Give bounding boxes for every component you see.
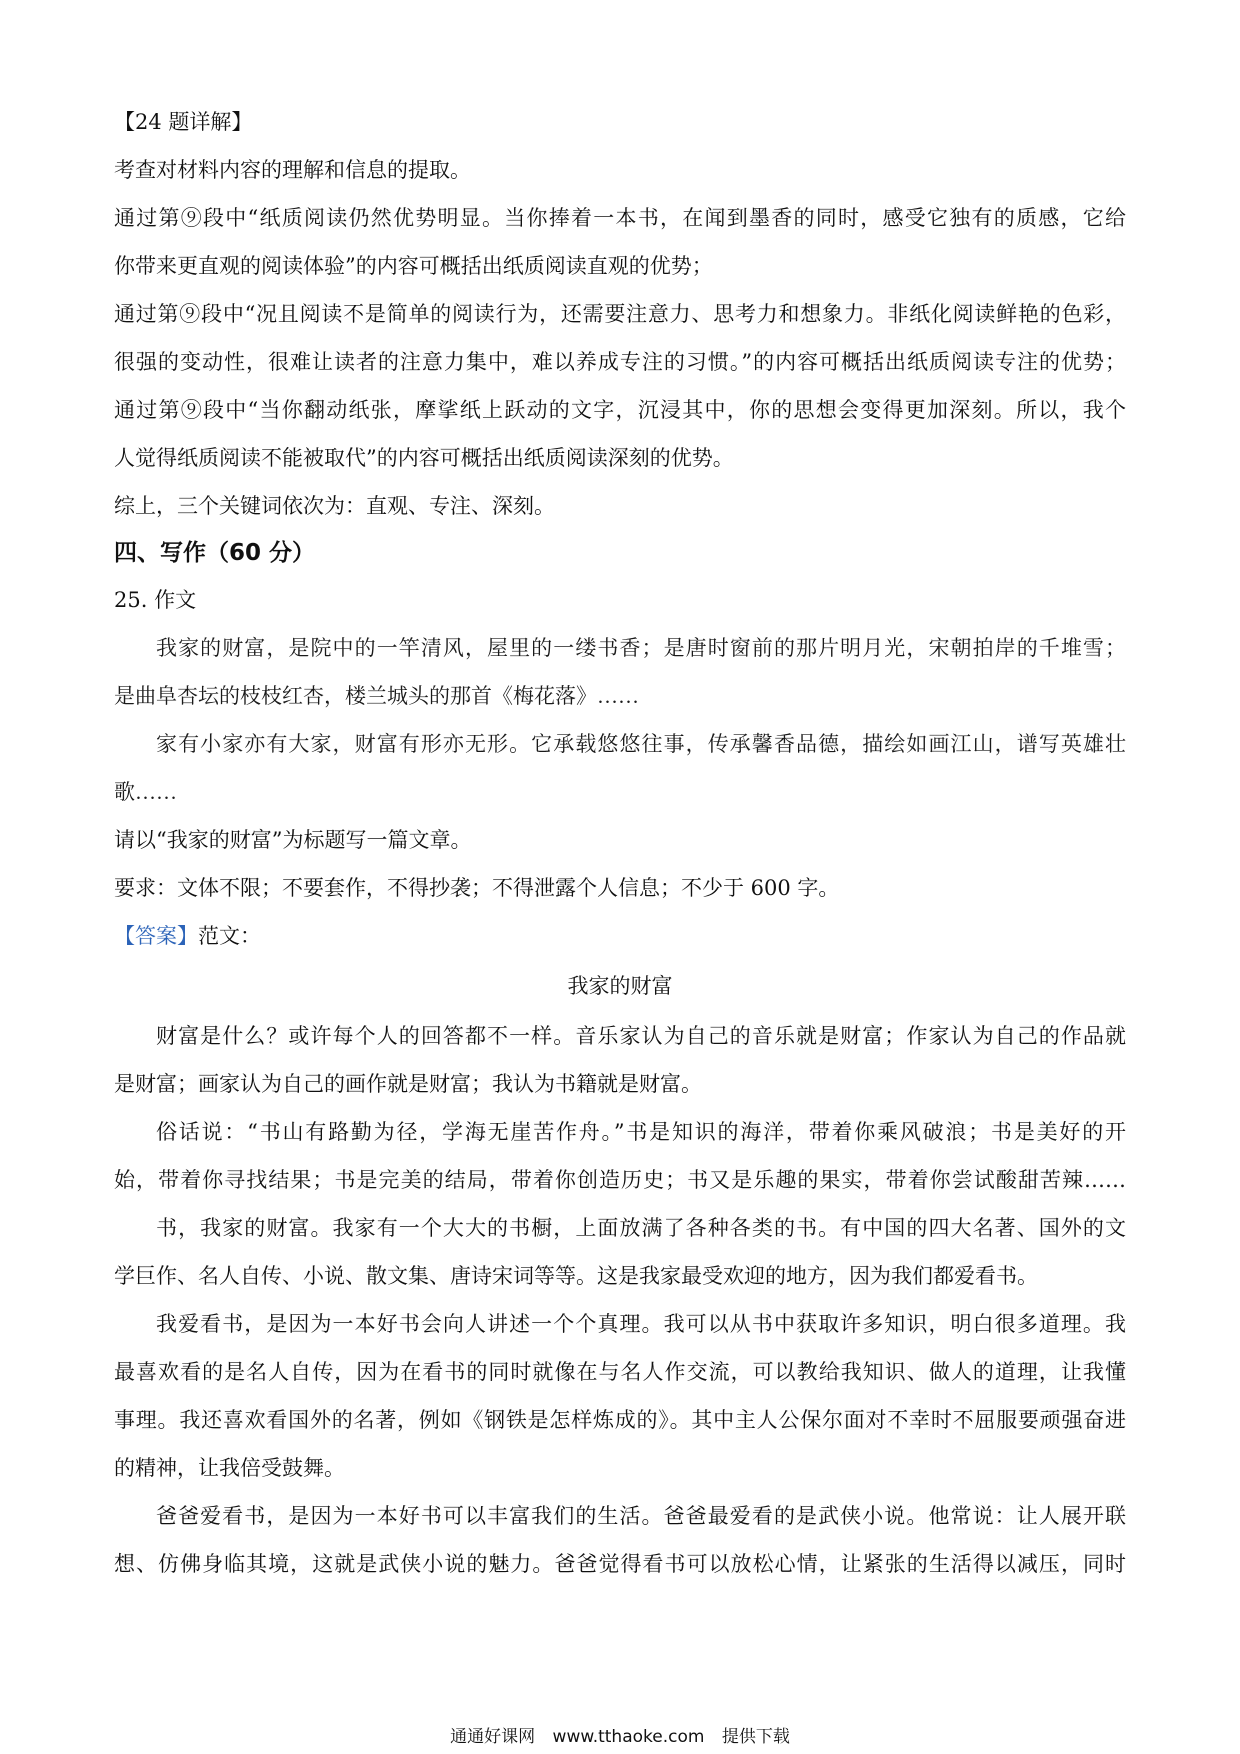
q24-paragraph-3-line: 人觉得纸质阅读不能被取代”的内容可概括出纸质阅读深刻的优势。 [114, 446, 734, 470]
essay-paragraph-3-line: 学巨作、名人自传、小说、散文集、唐诗宋词等等。这是我家最受欢迎的地方，因为我们都爱看书。 [114, 1264, 1038, 1288]
page-content [114, 98, 1126, 1588]
q24-intro: 考查对材料内容的理解和信息的提取。 [114, 158, 471, 182]
essay-paragraph-1-line: 是财富；画家认为自己的画作就是财富；我认为书籍就是财富。 [114, 1072, 702, 1096]
essay-paragraph-4-line: 我爱看书，是因为一本好书会向人讲述一个个真理。我可以从书中获取许多知识，明白很多道理。我 [156, 1312, 1126, 1336]
q24-paragraph-3-line: 通过第⑨段中“当你翻动纸张，摩挲纸上跃动的文字，沉浸其中，你的思想会变得更加深刻。所以，我个 [114, 398, 1126, 422]
essay-instruction: 请以“我家的财富”为标题写一篇文章。 [114, 828, 472, 852]
essay-paragraph-2-line: 始，带着你寻找结果；书是完美的结局，带着你创造历史；书又是乐趣的果实，带着你尝试酸甜苦辣…… [114, 1168, 1126, 1192]
page-footer [0, 1722, 1240, 1747]
essay-paragraph-4-line: 事理。我还喜欢看国外的名著，例如《钢铁是怎样炼成的》。其中主人公保尔面对不幸时不屈服要顽强奋进 [114, 1408, 1126, 1432]
prompt-paragraph-1-line: 我家的财富，是院中的一竿清风，屋里的一缕书香；是唐时窗前的那片明月光，宋朝拍岸的千堆雪； [156, 636, 1126, 660]
essay-paragraph-5-line: 爸爸爱看书，是因为一本好书可以丰富我们的生活。爸爸最爱看的是武侠小说。他常说：让人展开联 [156, 1504, 1126, 1528]
answer-line [114, 912, 1126, 960]
prompt-paragraph-1-line: 是曲阜杏坛的枝枝红杏，楼兰城头的那首《梅花落》…… [114, 684, 639, 708]
essay-paragraph-5-line: 想、仿佛身临其境，这就是武侠小说的魅力。爸爸觉得看书可以放松心情，让紧张的生活得以减压，同时 [114, 1552, 1126, 1576]
essay-paragraph-1-line: 财富是什么？或许每个人的回答都不一样。音乐家认为自己的音乐就是财富；作家认为自己的作品就 [156, 1024, 1126, 1048]
question-25-label: 25. 作文 [114, 588, 197, 612]
footer-site-name: 通通好课网 [450, 1727, 536, 1747]
answer-tag: 【答案】 [114, 924, 198, 948]
q24-paragraph-2-line: 通过第⑨段中“况且阅读不是简单的阅读行为，还需要注意力、思考力和想象力。非纸化阅读鲜艳的色彩， [114, 302, 1126, 326]
essay-requirement: 要求：文体不限；不要套作，不得抄袭；不得泄露个人信息；不少于 600 字。 [114, 876, 840, 900]
q24-paragraph-2-line: 很强的变动性，很难让读者的注意力集中，难以养成专注的习惯。”的内容可概括出纸质阅读专注的优势； [114, 350, 1126, 374]
prompt-paragraph-2-line: 家有小家亦有大家，财富有形亦无形。它承载悠悠往事，传承馨香品德，描绘如画江山，谱写英雄壮 [156, 732, 1126, 756]
essay-title: 我家的财富 [567, 974, 673, 998]
section-title: 四、写作（60 分） [114, 540, 316, 566]
prompt-paragraph-2-line: 歌…… [114, 780, 177, 804]
essay-paragraph-3-line: 书，我家的财富。我家有一个大大的书橱，上面放满了各种各类的书。有中国的四大名著、国外的文 [156, 1216, 1126, 1240]
footer-tail: 提供下载 [721, 1727, 790, 1747]
footer-url[interactable]: www.tthaoke.com [552, 1727, 705, 1747]
q24-paragraph-1-line: 通过第⑨段中“纸质阅读仍然优势明显。当你捧着一本书，在闻到墨香的同时，感受它独有的质感，它给 [114, 206, 1126, 230]
q24-paragraph-1-line: 你带来更直观的阅读体验”的内容可概括出纸质阅读直观的优势； [114, 254, 713, 278]
q24-header: 【24 题详解】 [114, 110, 253, 134]
q24-summary: 综上，三个关键词依次为：直观、专注、深刻。 [114, 494, 555, 518]
answer-label: 范文： [198, 924, 261, 948]
essay-paragraph-4-line: 的精神，让我倍受鼓舞。 [114, 1456, 345, 1480]
essay-paragraph-4-line: 最喜欢看的是名人自传，因为在看书的同时就像在与名人作交流，可以教给我知识、做人的道理，让我懂 [114, 1360, 1126, 1384]
essay-paragraph-2-line: 俗话说：“书山有路勤为径，学海无崖苦作舟。”书是知识的海洋，带着你乘风破浪；书是美好的开 [156, 1120, 1126, 1144]
